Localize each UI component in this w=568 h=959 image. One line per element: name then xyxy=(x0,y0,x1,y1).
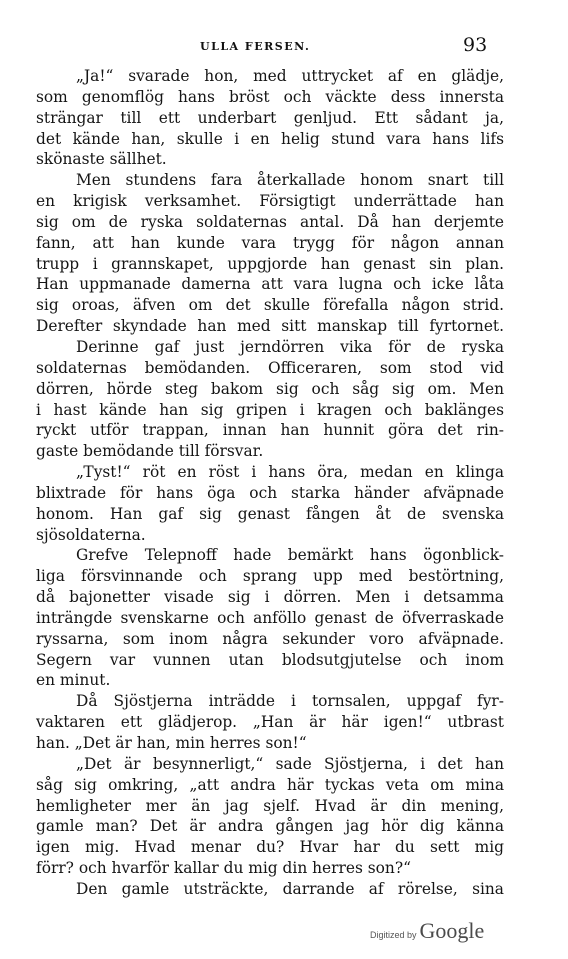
text-line: trupp i grannskapet, uppgjorde han genast sin plan. xyxy=(36,254,504,273)
text-line: liga försvinnande och sprang upp med bestörtning, xyxy=(36,567,504,586)
text-line: inträngde svenskarne och anföllo genast de öfverraskade xyxy=(36,608,504,627)
text-line: i hast kände han sig gripen i kragen och baklänges xyxy=(36,400,504,419)
text-line: hemligheter mer än jag sjelf. Hvad är din mening, xyxy=(36,796,504,815)
text-line: vaktaren ett glädjerop. „Han är här igen!“ utbrast xyxy=(36,713,504,732)
text-line: en minut. xyxy=(36,671,111,690)
text-line: „Tyst!“ röt en röst i hans öra, medan en klinga xyxy=(76,463,504,482)
text-line: honom. Han gaf sig genast fången åt de svenska xyxy=(36,504,504,523)
text-line: strängar till ett underbart genljud. Ett sådant ja, xyxy=(36,108,504,127)
text-line: Segern var vunnen utan blodsutgjutelse och inom xyxy=(36,650,504,669)
text-line: det kände han, skulle i en helig stund vara hans lifs xyxy=(36,129,504,148)
text-line: soldaternas bemödanden. Officeraren, som stod vid xyxy=(36,358,504,377)
text-line: gaste bemödande till försvar. xyxy=(36,442,264,461)
text-line: dörren, hörde steg bakom sig och såg sig om. Men xyxy=(36,379,504,398)
digitization-watermark xyxy=(370,918,484,944)
text-line: sjösoldaterna. xyxy=(36,525,146,544)
text-line: Då Sjöstjerna inträdde i tornsalen, uppgaf fyr- xyxy=(76,692,504,711)
text-line: „Det är besynnerligt,“ sade Sjöstjerna, i det han xyxy=(76,754,504,773)
page-number: 93 xyxy=(463,34,488,56)
text-line: Derinne gaf just jerndörren vika för de ryska xyxy=(76,337,504,356)
text-line: fann, att han kunde vara trygg för någon annan xyxy=(36,233,504,252)
text-line: en krigisk verksamhet. Försigtigt underrättade han xyxy=(36,192,504,211)
text-line: Han uppmanade damerna att vara lugna och icke låta xyxy=(36,275,504,294)
text-line: förr? och hvarför kallar du mig din herres son?“ xyxy=(36,859,411,878)
google-logo: Google xyxy=(419,918,485,943)
text-line: som genomflög hans bröst och väckte dess innersta xyxy=(36,87,504,106)
text-line: sig om de ryska soldaternas antal. Då han derjemte xyxy=(36,212,504,231)
text-line: då bajonetter visade sig i dörren. Men i detsamma xyxy=(36,588,504,607)
text-line: skönaste sällhet. xyxy=(36,150,167,169)
text-line: igen mig. Hvad menar du? Hvar har du sett mig xyxy=(36,838,504,857)
text-line: Den gamle utsträckte, darrande af rörelse, sina xyxy=(76,879,504,898)
text-line: gamle man? Det är andra gången jag hör dig känna xyxy=(36,817,504,836)
body-text xyxy=(36,66,504,900)
text-line: Men stundens fara återkallade honom snart till xyxy=(76,171,504,190)
text-line: „Ja!“ svarade hon, med uttrycket af en glädje, xyxy=(76,67,504,85)
text-line: såg sig omkring, „att andra här tyckas veta om mina xyxy=(36,775,504,794)
text-line: Grefve Telepnoff hade bemärkt hans ögonblick- xyxy=(76,546,504,565)
running-title: ULLA FERSEN. xyxy=(200,40,311,53)
text-line: ryssarna, som inom några sekunder voro afväpnade. xyxy=(36,629,504,648)
text-line: Derefter skyndade han med sitt manskap till fyrtornet. xyxy=(36,317,504,336)
text-line: sig oroas, äfven om det skulle förefalla någon strid. xyxy=(36,296,504,315)
watermark-prefix: Digitized by xyxy=(370,930,417,940)
text-line: han. „Det är han, min herres son!“ xyxy=(36,734,307,752)
text-line: blixtrade för hans öga och starka händer afväpnade xyxy=(36,483,504,502)
text-line: ryckt utför trappan, innan han hunnit göra det rin- xyxy=(36,421,504,440)
